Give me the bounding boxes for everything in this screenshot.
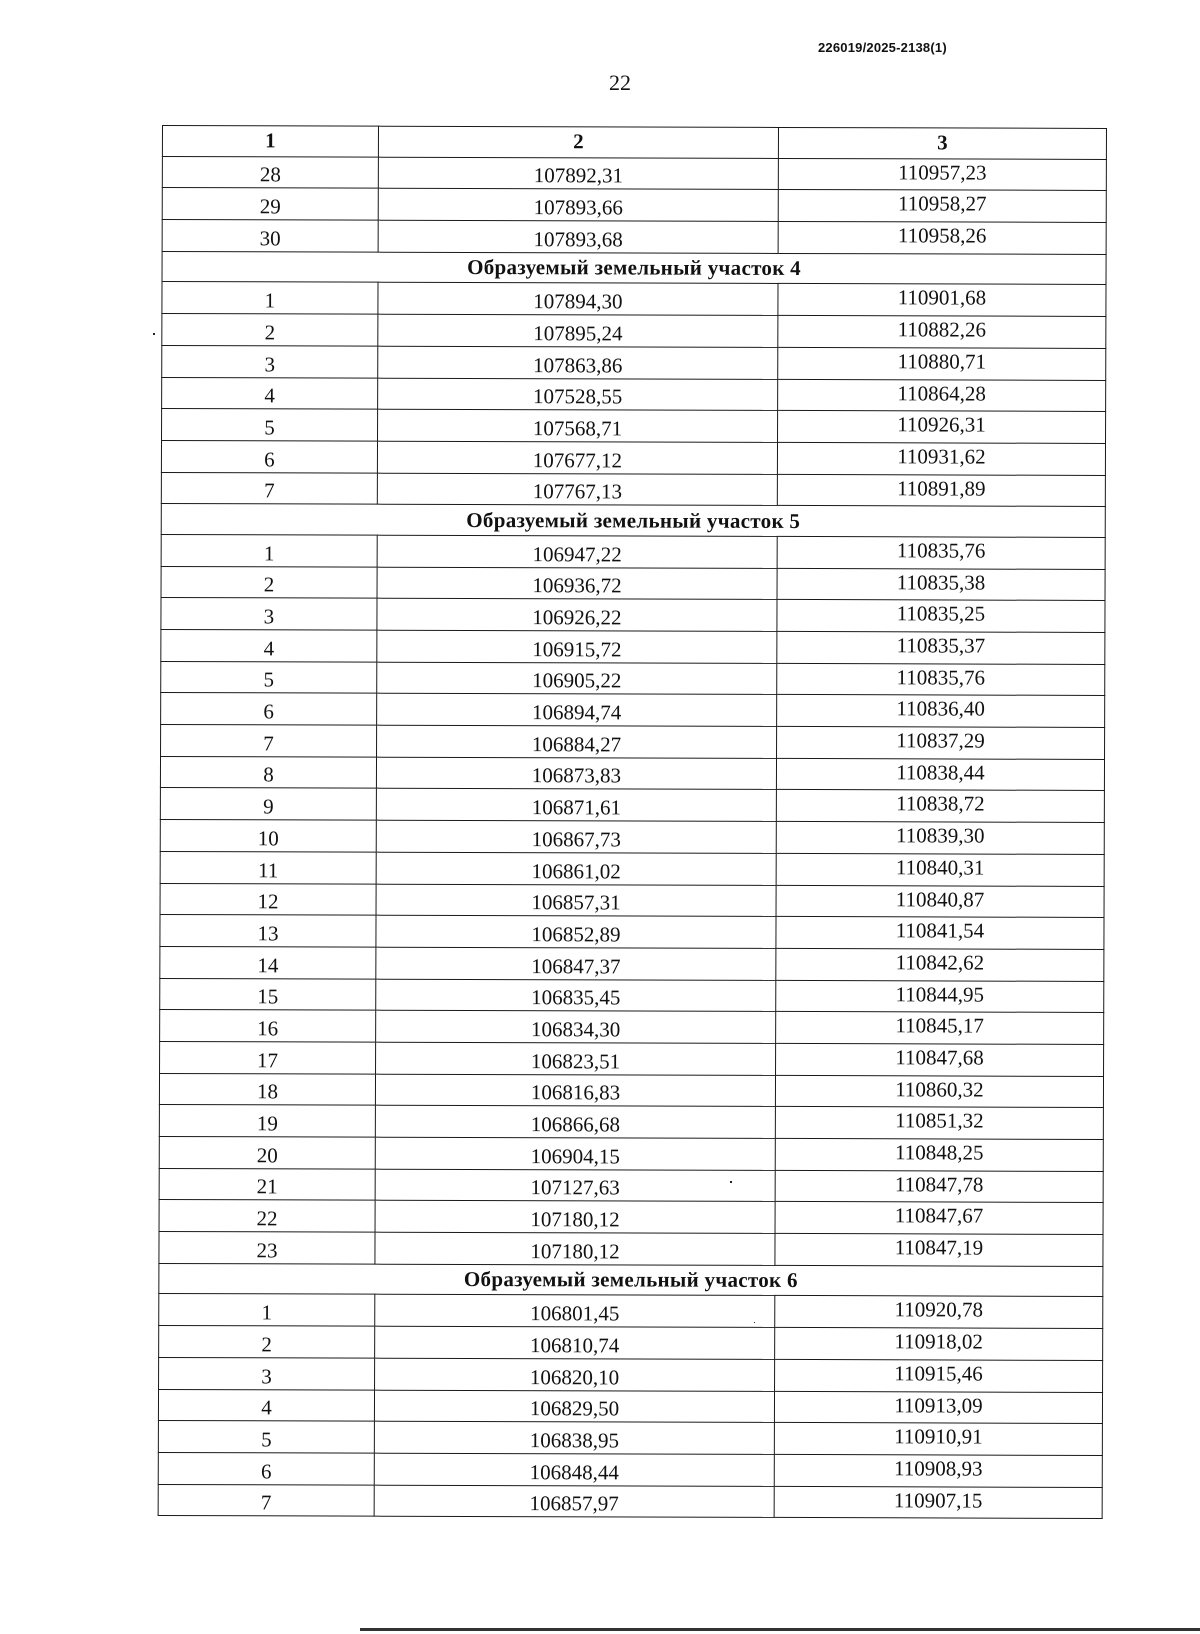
x-coordinate-cell: 106905,22 — [377, 662, 777, 695]
x-coordinate-cell: 107767,13 — [377, 473, 777, 506]
y-coordinate-cell: 110931,62 — [777, 442, 1105, 475]
point-number-cell: 8 — [160, 756, 376, 788]
x-coordinate-cell: 106852,89 — [376, 915, 776, 948]
table-row — [161, 629, 1105, 664]
table-row — [161, 534, 1105, 569]
table-row — [159, 1105, 1103, 1140]
x-coordinate-cell: 106861,02 — [376, 852, 776, 885]
table-row — [161, 472, 1105, 507]
y-coordinate-cell: 110851,32 — [775, 1107, 1103, 1140]
x-coordinate-cell: 106848,44 — [374, 1453, 774, 1486]
point-number-cell: 2 — [159, 1326, 375, 1358]
y-coordinate-cell: 110848,25 — [775, 1138, 1103, 1171]
table-row — [160, 915, 1104, 950]
x-coordinate-cell: 107127,63 — [375, 1169, 775, 1202]
coordinates-table-body — [158, 156, 1106, 1519]
x-coordinate-cell: 106847,37 — [376, 947, 776, 980]
land-plot-section-title: Образуемый земельный участок 4 — [162, 251, 1106, 285]
document-registration-number: 226019/2025-2138(1) — [818, 40, 947, 55]
point-number-cell: 5 — [158, 1421, 374, 1453]
y-coordinate-cell: 110835,37 — [777, 631, 1105, 664]
x-coordinate-cell: 107180,12 — [375, 1232, 775, 1265]
table-row — [162, 156, 1106, 191]
table-row — [160, 1010, 1104, 1045]
y-coordinate-cell: 110958,27 — [778, 190, 1106, 223]
point-number-cell: 2 — [162, 314, 378, 346]
y-coordinate-cell: 110901,68 — [778, 284, 1106, 317]
y-coordinate-cell: 110837,29 — [777, 726, 1105, 759]
table-row — [160, 756, 1104, 791]
y-coordinate-cell: 110835,76 — [777, 536, 1105, 569]
table-row — [161, 598, 1105, 633]
page-number: 22 — [609, 70, 631, 95]
x-coordinate-cell: 106873,83 — [376, 757, 776, 790]
table-row — [162, 188, 1106, 223]
section-header-row — [159, 1263, 1103, 1297]
table-row — [159, 1136, 1103, 1171]
table-row — [159, 1357, 1103, 1392]
table-row — [162, 282, 1106, 317]
x-coordinate-cell: 107895,24 — [378, 314, 778, 347]
x-coordinate-cell: 106834,30 — [376, 1010, 776, 1043]
y-coordinate-cell: 110958,26 — [778, 221, 1106, 254]
y-coordinate-cell: 110840,31 — [776, 853, 1104, 886]
point-number-cell: 1 — [159, 1294, 375, 1326]
table-row — [162, 314, 1106, 349]
table-row — [158, 1452, 1102, 1487]
point-number-cell: 28 — [162, 156, 378, 188]
y-coordinate-cell: 110844,95 — [776, 980, 1104, 1013]
table-row — [162, 377, 1106, 412]
point-number-cell: 2 — [161, 566, 377, 598]
point-number-cell: 17 — [160, 1041, 376, 1073]
x-coordinate-cell: 106810,74 — [375, 1326, 775, 1359]
land-plot-section-title: Образуемый земельный участок 5 — [161, 504, 1105, 538]
y-coordinate-cell: 110835,25 — [777, 600, 1105, 633]
point-number-cell: 15 — [160, 978, 376, 1010]
x-coordinate-cell: 106857,31 — [376, 884, 776, 917]
point-number-cell: 3 — [161, 598, 377, 630]
point-number-cell: 9 — [160, 788, 376, 820]
y-coordinate-cell: 110840,87 — [776, 885, 1104, 918]
y-coordinate-cell: 110835,38 — [777, 568, 1105, 601]
x-coordinate-cell: 106823,51 — [376, 1042, 776, 1075]
x-coordinate-cell: 106829,50 — [374, 1390, 774, 1423]
x-coordinate-cell: 107528,55 — [378, 378, 778, 411]
x-coordinate-cell: 106936,72 — [377, 567, 777, 600]
table-row — [159, 1073, 1103, 1108]
point-number-cell: 23 — [159, 1232, 375, 1264]
point-number-cell: 14 — [160, 946, 376, 978]
point-number-cell: 10 — [160, 820, 376, 852]
table-row — [159, 1200, 1103, 1235]
coordinates-table — [158, 125, 1107, 1519]
y-coordinate-cell: 110913,09 — [774, 1391, 1102, 1424]
table-row — [160, 946, 1104, 981]
x-coordinate-cell: 107677,12 — [377, 441, 777, 474]
y-coordinate-cell: 110910,91 — [774, 1423, 1102, 1456]
table-row — [160, 820, 1104, 855]
point-number-cell: 30 — [162, 220, 378, 252]
y-coordinate-cell: 110847,67 — [775, 1202, 1103, 1235]
x-coordinate-cell: 106816,83 — [375, 1074, 775, 1107]
y-coordinate-cell: 110841,54 — [776, 917, 1104, 950]
table-row — [160, 883, 1104, 918]
x-coordinate-cell: 106801,45 — [375, 1295, 775, 1328]
table-row — [160, 788, 1104, 823]
x-coordinate-cell: 107893,68 — [378, 220, 778, 253]
table-row — [161, 440, 1105, 475]
y-coordinate-cell: 110860,32 — [775, 1075, 1103, 1108]
point-number-cell: 12 — [160, 883, 376, 915]
y-coordinate-cell: 110915,46 — [775, 1359, 1103, 1392]
land-plot-section-title: Образуемый земельный участок 6 — [159, 1263, 1103, 1297]
point-number-cell: 7 — [161, 725, 377, 757]
table-row — [159, 1294, 1103, 1329]
point-number-cell: 1 — [161, 534, 377, 566]
point-number-cell: 3 — [159, 1357, 375, 1389]
y-coordinate-cell: 110920,78 — [775, 1296, 1103, 1329]
column-header-y-coordinate: 3 — [778, 127, 1106, 159]
y-coordinate-cell: 110847,19 — [775, 1233, 1103, 1266]
y-coordinate-cell: 110845,17 — [776, 1012, 1104, 1045]
table-row — [159, 1232, 1103, 1267]
table-row — [162, 409, 1106, 444]
y-coordinate-cell: 110839,30 — [776, 822, 1104, 855]
y-coordinate-cell: 110838,72 — [776, 790, 1104, 823]
point-number-cell: 4 — [161, 629, 377, 661]
table-row — [162, 345, 1106, 380]
table-row — [158, 1389, 1102, 1424]
y-coordinate-cell: 110926,31 — [778, 411, 1106, 444]
y-coordinate-cell: 110907,15 — [774, 1486, 1102, 1519]
y-coordinate-cell: 110957,23 — [778, 158, 1106, 191]
point-number-cell: 6 — [161, 693, 377, 725]
y-coordinate-cell: 110864,28 — [778, 379, 1106, 412]
x-coordinate-cell: 106926,22 — [377, 598, 777, 631]
y-coordinate-cell: 110835,76 — [777, 663, 1105, 696]
table-row — [161, 661, 1105, 696]
point-number-cell: 7 — [158, 1484, 374, 1516]
x-coordinate-cell: 106884,27 — [377, 725, 777, 758]
y-coordinate-cell: 110838,44 — [776, 758, 1104, 791]
point-number-cell: 11 — [160, 851, 376, 883]
table-row — [158, 1484, 1102, 1519]
table-row — [160, 978, 1104, 1013]
x-coordinate-cell: 106867,73 — [376, 820, 776, 853]
x-coordinate-cell: 107892,31 — [378, 157, 778, 190]
point-number-cell: 5 — [161, 661, 377, 693]
y-coordinate-cell: 110847,78 — [775, 1170, 1103, 1203]
y-coordinate-cell: 110842,62 — [776, 948, 1104, 981]
x-coordinate-cell: 107863,86 — [378, 346, 778, 379]
section-header-row — [161, 504, 1105, 538]
x-coordinate-cell: 107894,30 — [378, 283, 778, 316]
x-coordinate-cell: 106866,68 — [375, 1105, 775, 1138]
section-header-row — [162, 251, 1106, 285]
point-number-cell: 13 — [160, 915, 376, 947]
x-coordinate-cell: 107180,12 — [375, 1201, 775, 1234]
y-coordinate-cell: 110908,93 — [774, 1454, 1102, 1487]
x-coordinate-cell: 106857,97 — [374, 1485, 774, 1518]
x-coordinate-cell: 106820,10 — [375, 1358, 775, 1391]
point-number-cell: 6 — [161, 440, 377, 472]
y-coordinate-cell: 110882,26 — [778, 316, 1106, 349]
y-coordinate-cell: 110918,02 — [775, 1328, 1103, 1361]
point-number-cell: 29 — [162, 188, 378, 220]
table-row — [159, 1326, 1103, 1361]
table-row — [160, 851, 1104, 886]
point-number-cell: 5 — [162, 409, 378, 441]
point-number-cell: 21 — [159, 1168, 375, 1200]
point-number-cell: 22 — [159, 1200, 375, 1232]
point-number-cell: 18 — [159, 1073, 375, 1105]
x-coordinate-cell: 106947,22 — [377, 535, 777, 568]
point-number-cell: 4 — [162, 377, 378, 409]
x-coordinate-cell: 106915,72 — [377, 630, 777, 663]
x-coordinate-cell: 107893,66 — [378, 189, 778, 222]
y-coordinate-cell: 110836,40 — [777, 695, 1105, 728]
x-coordinate-cell: 106904,15 — [375, 1137, 775, 1170]
table-header-row — [162, 126, 1106, 160]
x-coordinate-cell: 106871,61 — [376, 789, 776, 822]
point-number-cell: 1 — [162, 282, 378, 314]
x-coordinate-cell: 107568,71 — [378, 409, 778, 442]
y-coordinate-cell: 110880,71 — [778, 347, 1106, 380]
point-number-cell: 6 — [158, 1452, 374, 1484]
x-coordinate-cell: 106835,45 — [376, 979, 776, 1012]
table-row — [161, 693, 1105, 728]
table-row — [158, 1421, 1102, 1456]
column-header-x-coordinate: 2 — [378, 126, 778, 158]
table-row — [160, 1041, 1104, 1076]
point-number-cell: 19 — [159, 1105, 375, 1137]
x-coordinate-cell: 106838,95 — [374, 1421, 774, 1454]
y-coordinate-cell: 110847,68 — [776, 1043, 1104, 1076]
y-coordinate-cell: 110891,89 — [777, 474, 1105, 507]
point-number-cell: 16 — [160, 1010, 376, 1042]
scan-edge-rule — [360, 1628, 1200, 1631]
table-row — [161, 566, 1105, 601]
table-row — [161, 725, 1105, 760]
scan-speck — [153, 333, 155, 335]
point-number-cell: 3 — [162, 345, 378, 377]
point-number-cell: 7 — [161, 472, 377, 504]
column-header-point-number: 1 — [162, 126, 378, 157]
table-row — [162, 220, 1106, 255]
x-coordinate-cell: 106894,74 — [377, 694, 777, 727]
point-number-cell: 20 — [159, 1136, 375, 1168]
table-row — [159, 1168, 1103, 1203]
point-number-cell: 4 — [158, 1389, 374, 1421]
